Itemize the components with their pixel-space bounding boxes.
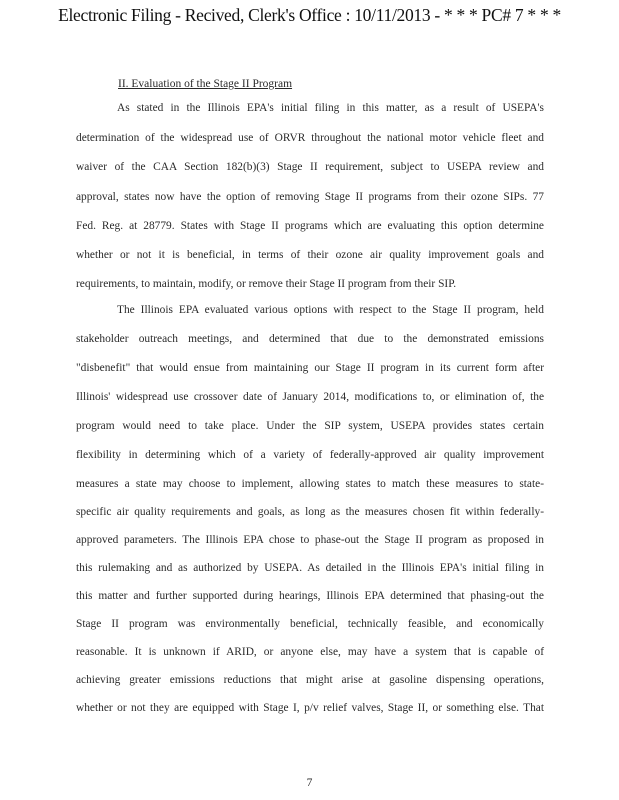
text-line: Stage II program was environmentally beneficial, technically feasible, and economically xyxy=(76,618,544,630)
filing-stamp: Electronic Filing - Recived, Clerk's Office : 10/11/2013 - * * * PC# 7 * * * xyxy=(58,5,561,25)
text-line: waiver of the CAA Section 182(b)(3) Stage II requirement, subject to USEPA review and xyxy=(76,161,544,173)
text-line: approved parameters. The Illinois EPA chose to phase-out the Stage II program as proposed in xyxy=(76,534,544,546)
section-heading: II. Evaluation of the Stage II Program xyxy=(118,78,293,90)
text-line: As stated in the Illinois EPA's initial filing in this matter, as a result of USEPA's xyxy=(117,102,544,114)
text-line: stakeholder outreach meetings, and determined that due to the demonstrated emissions xyxy=(76,333,544,345)
text-line: flexibility in determining which of a variety of federally-approved air quality improvement xyxy=(76,449,544,461)
page-number: 7 xyxy=(306,777,313,789)
text-line: program would need to take place. Under the SIP system, USEPA provides states certain xyxy=(76,420,544,432)
text-line: "disbenefit" that would ensue from maintaining our Stage II program in its current form after xyxy=(76,362,544,374)
text-line: whether or not they are equipped with Stage I, p/v relief valves, Stage II, or something else. That xyxy=(76,702,544,714)
text-line: measures a state may choose to implement, allowing states to match these measures to state- xyxy=(76,478,544,490)
text-line: achieving greater emissions reductions that might arise at gasoline dispensing operations, xyxy=(76,674,544,686)
text-line: Fed. Reg. at 28779. States with Stage II programs which are evaluating this option determine xyxy=(76,220,544,232)
text-line: approval, states now have the option of removing Stage II programs from their ozone SIPs. 77 xyxy=(76,191,544,203)
text-line: Illinois' widespread use crossover date of January 2014, modifications to, or elimination of, the xyxy=(76,391,544,403)
text-line: requirements, to maintain, modify, or remove their Stage II program from their SIP. xyxy=(76,278,457,290)
text-line: this matter and further supported during hearings, Illinois EPA determined that phasing-out the xyxy=(76,590,544,602)
text-line: The Illinois EPA evaluated various options with respect to the Stage II program, held xyxy=(117,304,544,316)
text-line: determination of the widespread use of ORVR throughout the national motor vehicle fleet and xyxy=(76,132,544,144)
text-line: reasonable. It is unknown if ARID, or anyone else, may have a system that is capable of xyxy=(76,646,544,658)
text-line: whether or not it is beneficial, in terms of their ozone air quality improvement goals and xyxy=(76,249,544,261)
text-line: specific air quality requirements and goals, as long as the measures chosen fit within federally- xyxy=(76,506,544,518)
text-line: this rulemaking and as authorized by USEPA. As detailed in the Illinois EPA's initial filing in xyxy=(76,562,544,574)
